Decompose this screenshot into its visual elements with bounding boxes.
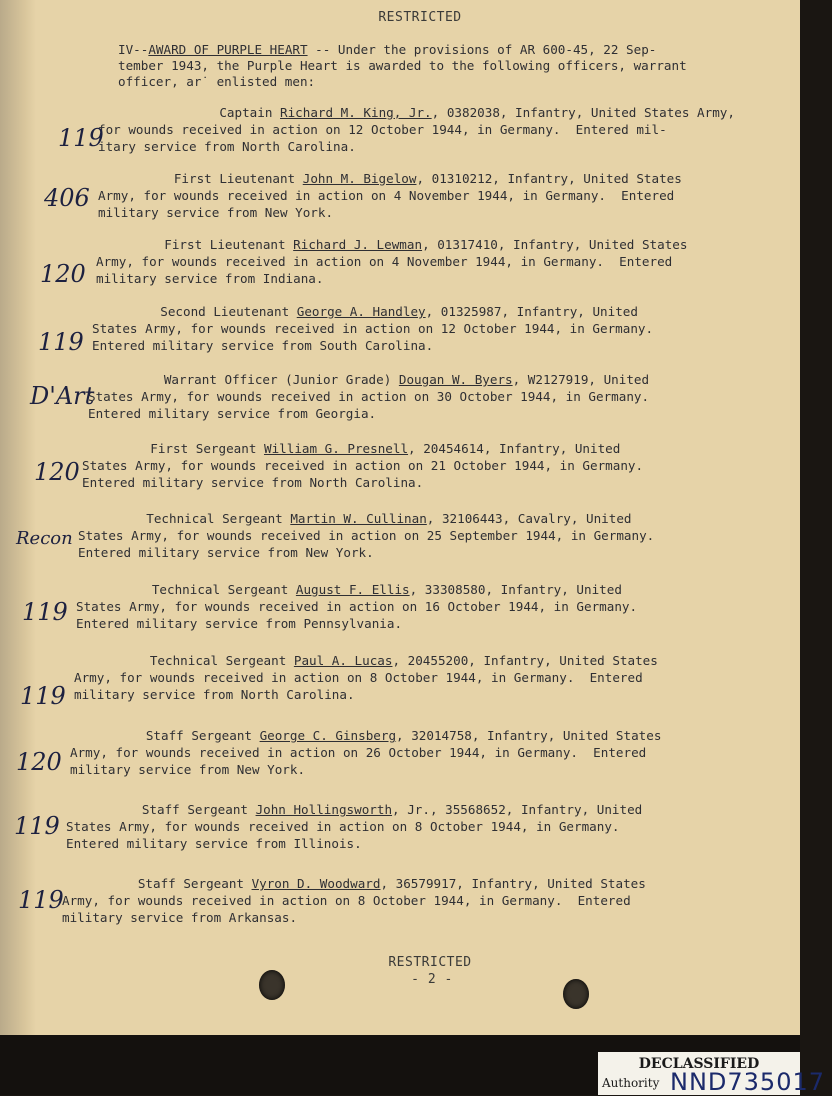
award-entry: Technical Sergeant Martin W. Cullinan, 32106443, Cavalry, United States Army, for wounds received in action on 25 September 1944, in Germany. Entered military service from New York. (78, 511, 655, 560)
recipient-name: George A. Handley (296, 304, 426, 319)
declassified-stamp (598, 1052, 826, 1096)
handwritten-note: 119 (38, 328, 84, 356)
handwritten-note: 119 (22, 598, 68, 626)
stamp-label: DECLASSIFIED (638, 1056, 760, 1072)
recipient-name: Vyron D. Woodward (251, 876, 381, 891)
page-edge-shadow (0, 0, 36, 1035)
handwritten-note: 119 (20, 682, 66, 710)
section-heading: AWARD OF PURPLE HEART (148, 42, 308, 57)
stamp-authority-code: NND735017 (670, 1068, 826, 1096)
section-intro (118, 42, 738, 90)
page-footer: RESTRICTED (388, 955, 472, 970)
award-entry: Staff Sergeant Vyron D. Woodward, 36579917, Infantry, United States Army, for wounds received in action on 8 October 1944, in Germany. Entered military service from Arkansas. (62, 876, 646, 925)
recipient-name: John M. Bigelow (302, 171, 417, 186)
recipient-name: August F. Ellis (295, 582, 410, 597)
recipient-name: George C. Ginsberg (259, 728, 397, 743)
recipient-name: Richard J. Lewman (293, 237, 423, 252)
award-entry: Captain Richard M. King, Jr., 0382038, Infantry, United States Army, for wounds received in action on 12 October 1944, in Germany. Entered mil- itary service from North Carolina. (98, 105, 735, 154)
recipient-name: Richard M. King, Jr. (280, 105, 432, 120)
handwritten-note: 119 (18, 886, 64, 914)
award-entry: Technical Sergeant Paul A. Lucas, 20455200, Infantry, United States Army, for wounds received in action on 8 October 1944, in Germany. Entered military service from North Carolina. (74, 653, 658, 702)
handwritten-note: 120 (34, 458, 80, 486)
stamp-authority-label: Authority (602, 1076, 660, 1090)
handwritten-note: 406 (44, 184, 90, 212)
award-entry: First Sergeant William G. Presnell, 20454614, Infantry, United States Army, for wounds received in action on 21 October 1944, in Germany. Entered military service from North Carolina. (82, 441, 644, 490)
recipient-name: John Hollingsworth (255, 802, 393, 817)
award-entry: Staff Sergeant John Hollingsworth, Jr., 35568652, Infantry, United States Army, for wounds received in action on 8 October 1944, in Germany. Entered military service from Illinois. (66, 802, 643, 851)
punch-hole (563, 979, 589, 1009)
punch-hole (259, 970, 285, 1000)
recipient-name: Dougan W. Byers (398, 372, 513, 387)
handwritten-note: 119 (58, 124, 104, 152)
handwritten-note: D'Art (30, 382, 95, 410)
award-entry: First Lieutenant John M. Bigelow, 01310212, Infantry, United States Army, for wounds received in action on 4 November 1944, in Germany. Entered military service from New York. (98, 171, 682, 220)
recipient-name: Martin W. Cullinan (290, 511, 427, 526)
handwritten-note: 120 (16, 748, 62, 776)
award-entry: Technical Sergeant August F. Ellis, 33308580, Infantry, United States Army, for wounds received in action on 16 October 1944, in Germany. Entered military service from Pennsylvania. (76, 582, 638, 631)
page-number: - 2 - (411, 972, 453, 987)
section-intro-text: -- Under the provisions of AR 600-45, 22 Sep- tember 1943, the Purple Heart is awarded to the following officers, warrant officer, ar˙ enlisted men: (118, 42, 687, 89)
award-entry: Staff Sergeant George C. Ginsberg, 32014758, Infantry, United States Army, for wounds received in action on 26 October 1944, in Germany. Entered military service from New York. (70, 728, 662, 777)
award-entry: First Lieutenant Richard J. Lewman, 01317410, Infantry, United States Army, for wounds received in action on 4 November 1944, in Germany. Entered military service from Indiana. (96, 237, 688, 286)
award-entry: Second Lieutenant George A. Handley, 01325987, Infantry, United States Army, for wounds received in action on 12 October 1944, in Germany. Entered military service from South Carolina. (92, 304, 654, 353)
award-entry: Warrant Officer (Junior Grade) Dougan W. Byers, W2127919, United States Army, for wounds received in action on 30 October 1944, in Germany. Entered military service from Georgia. (88, 372, 650, 421)
page-header: RESTRICTED (378, 10, 462, 25)
handwritten-note: Recon (16, 528, 73, 549)
recipient-name: Paul A. Lucas (293, 653, 393, 668)
handwritten-note: 120 (40, 260, 86, 288)
recipient-name: William G. Presnell (263, 441, 409, 456)
handwritten-note: 119 (14, 812, 60, 840)
section-prefix: IV-- (118, 42, 149, 57)
